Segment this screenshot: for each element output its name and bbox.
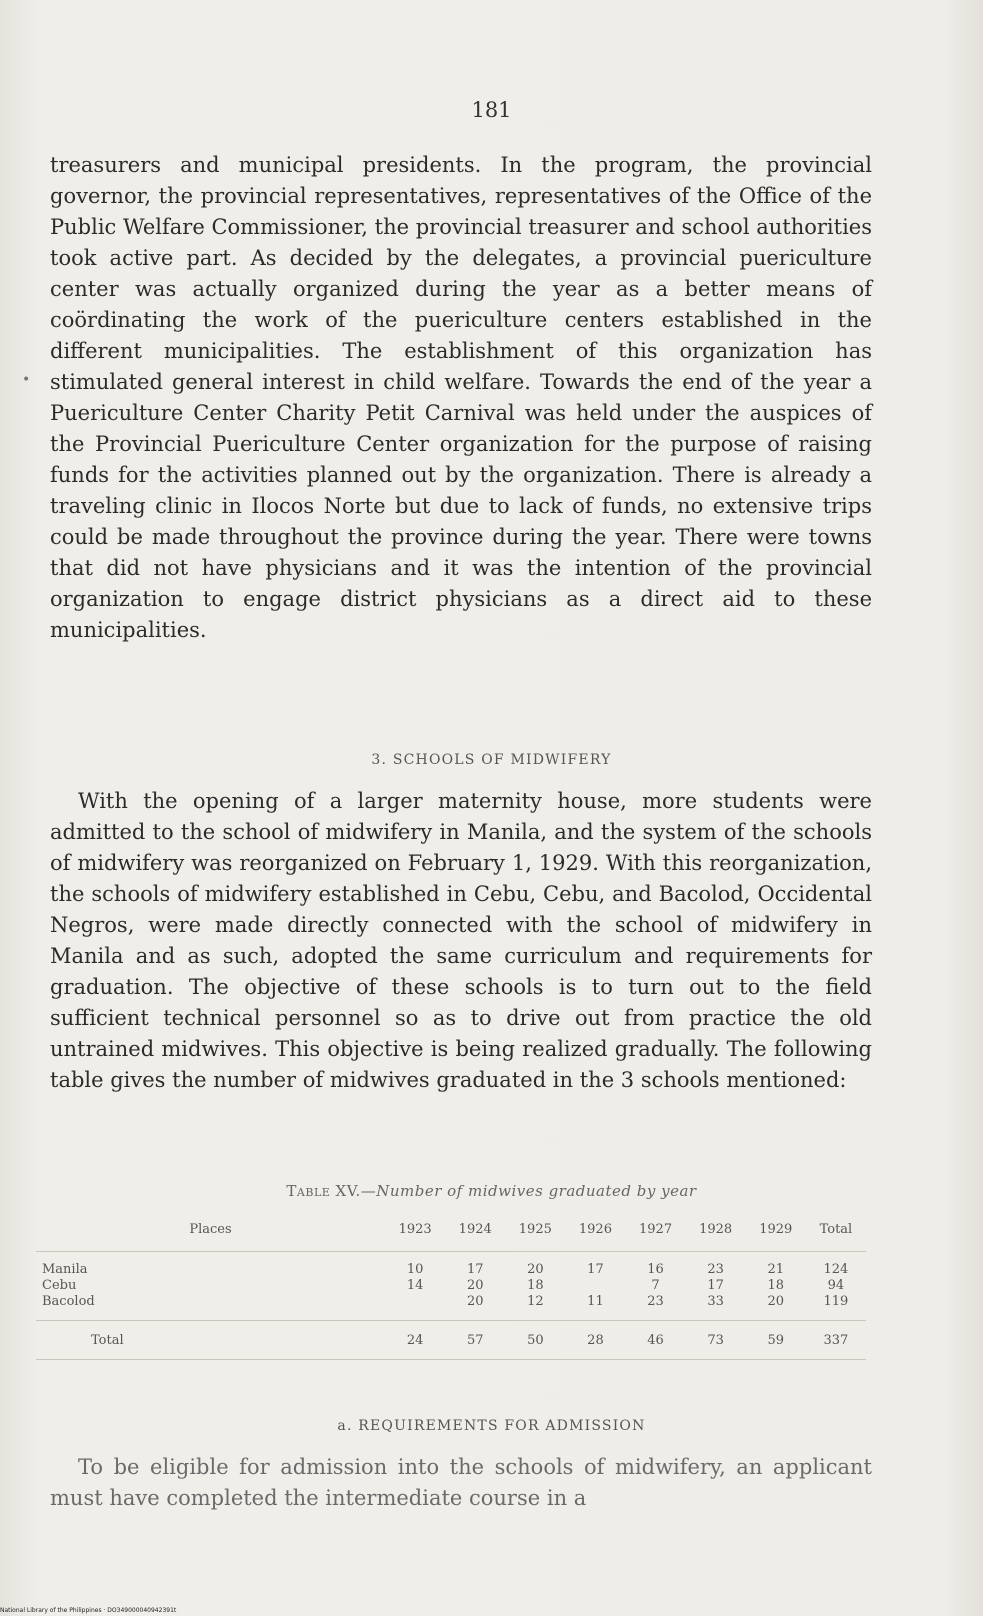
table-cell: 59 <box>746 1321 806 1360</box>
paragraph-puericulture <box>50 150 872 646</box>
table-cell: 20 <box>767 1294 785 1309</box>
table-row <box>36 1278 866 1294</box>
table-header-row <box>36 1210 866 1252</box>
section-heading-requirements: a. REQUIREMENTS FOR ADMISSION <box>337 1418 646 1434</box>
column-header: 1926 <box>565 1210 625 1252</box>
table-cell: 23 <box>707 1262 724 1277</box>
table-cell: 94 <box>827 1278 845 1293</box>
table-cell: 20 <box>466 1294 484 1309</box>
midwives-graduated-table <box>36 1210 866 1360</box>
table-cell: 119 <box>823 1294 849 1309</box>
table-cell <box>385 1294 445 1310</box>
table-cell: 124 <box>823 1262 849 1277</box>
section-heading-schools: 3. SCHOOLS OF MIDWIFERY <box>371 752 612 768</box>
column-header: 1924 <box>445 1210 505 1252</box>
table-cell: 14 <box>406 1278 424 1293</box>
column-header: 1929 <box>746 1210 806 1252</box>
column-header: 1925 <box>505 1210 565 1252</box>
table-cell: 12 <box>527 1294 544 1309</box>
table-cell: 28 <box>565 1321 625 1360</box>
table-cell: Cebu <box>42 1278 77 1293</box>
table-caption <box>0 1182 983 1200</box>
table-cell: Total <box>36 1321 385 1360</box>
table-cell: 73 <box>686 1321 746 1360</box>
table-cell: 17 <box>587 1262 604 1277</box>
paragraph-midwifery <box>50 786 872 1096</box>
table-cell: 17 <box>707 1278 724 1293</box>
table-row <box>36 1262 866 1278</box>
table-cell: 18 <box>527 1278 544 1293</box>
table-cell: 18 <box>767 1278 785 1293</box>
paragraph-requirements <box>50 1452 872 1514</box>
table-cell: 10 <box>406 1262 424 1277</box>
table-number: Table XV. <box>286 1182 361 1200</box>
table-cell: Bacolod <box>42 1294 95 1309</box>
paragraph-text: treasurers and municipal presidents. In the program, the provincial governor, the provincial representatives, representatives of the Office of the Public Welfare Commissioner, the provincial treasurer and school authorities took active part. As decided by the delegates, a provincial puericulture center was actually organized during the year as a better means of coördinating the work of the puericulture centers established in the different municipalities. The establishment of this organization has stimulated general interest in child welfare. Towards the end of the year a Puericulture Center Charity Petit Carnival was held under the auspices of the Provincial Puericulture Center organization for the purpose of raising funds for the activities planned out by the organization. There is already a traveling clinic in Ilocos Norte but due to lack of funds, no extensive trips could be made throughout the province during the year. There were towns that did not have physicians and it was the intention of the provincial organization to engage district physicians as a direct aid to these municipalities. <box>50 153 872 642</box>
table-cell: 11 <box>587 1294 604 1309</box>
table-cell: Manila <box>42 1262 88 1277</box>
table-row <box>36 1294 866 1310</box>
table-cell: 17 <box>466 1262 484 1277</box>
table-cell: 7 <box>651 1278 660 1293</box>
table-cell: 23 <box>647 1294 664 1309</box>
table-cell: 24 <box>385 1321 445 1360</box>
margin-mark: • <box>22 372 31 388</box>
table-cell: 20 <box>527 1262 544 1277</box>
column-header: Total <box>806 1210 866 1252</box>
table-cell: 337 <box>806 1321 866 1360</box>
paragraph-text: To be eligible for admission into the schools of midwifery, an applicant must have completed the intermediate course in a <box>50 1455 872 1510</box>
table-cell: 46 <box>626 1321 686 1360</box>
table-cell: 57 <box>445 1321 505 1360</box>
table-cell <box>565 1278 625 1294</box>
table-cell: 50 <box>505 1321 565 1360</box>
column-header: Places <box>36 1210 385 1252</box>
table-total-row <box>36 1321 866 1360</box>
column-header: 1928 <box>686 1210 746 1252</box>
column-header: 1923 <box>385 1210 445 1252</box>
paragraph-text: With the opening of a larger maternity house, more students were admitted to the school of midwifery in Manila, and the system of the schools of midwifery was reorganized on February 1, 1929. With this reorganization, the schools of midwifery established in Cebu, Cebu, and Bacolod, Occidental Negros, were made directly connected with the school of midwifery in Manila and as such, adopted the same curriculum and requirements for graduation. The objective of these schools is to turn out to the field sufficient technical personnel so as to drive out from practice the old untrained midwives. This objective is being realized gradually. The following table gives the number of midwives graduated in the 3 schools mentioned: <box>50 789 872 1092</box>
table-cell: 33 <box>707 1294 724 1309</box>
table-cell: 20 <box>466 1278 484 1293</box>
table-title: —Number of midwives graduated by year <box>360 1182 697 1200</box>
table-cell: 16 <box>647 1262 664 1277</box>
scan-footer: National Library of the Philippines · DO349000040942391t <box>0 1607 177 1614</box>
column-header: 1927 <box>626 1210 686 1252</box>
table-cell: 21 <box>767 1262 785 1277</box>
page-number: 181 <box>471 98 512 122</box>
